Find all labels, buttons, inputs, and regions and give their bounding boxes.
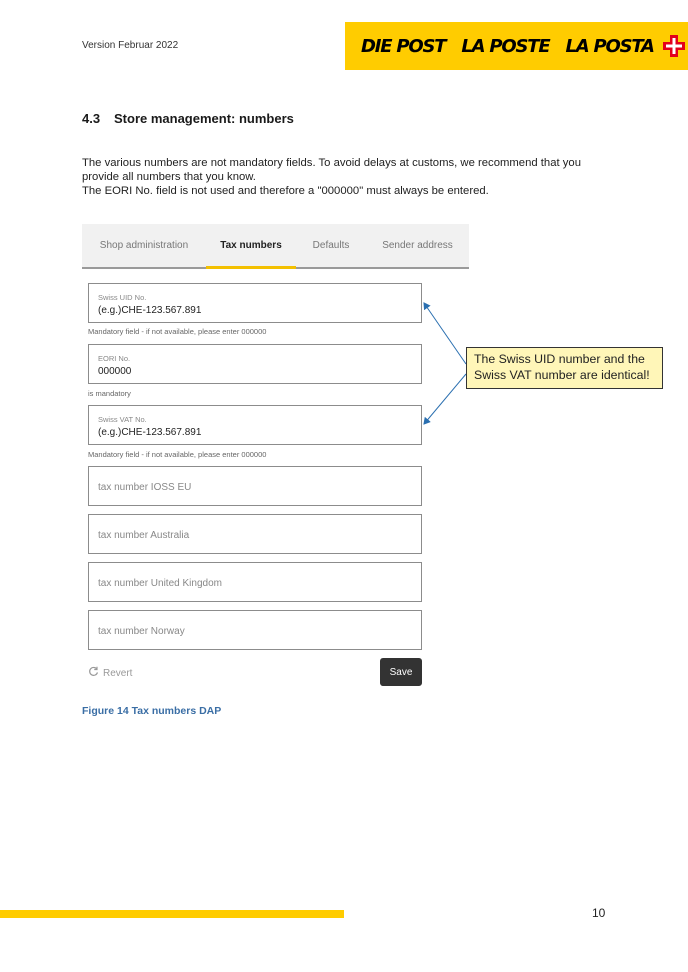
swiss-vat-label: Swiss VAT No. bbox=[98, 415, 147, 424]
figure-caption: Figure 14 Tax numbers DAP bbox=[82, 705, 222, 717]
swiss-uid-hint: Mandatory field - if not available, please enter 000000 bbox=[88, 327, 267, 336]
callout-line: The Swiss UID number and the bbox=[474, 352, 645, 366]
tab-tax-numbers[interactable]: Tax numbers bbox=[206, 224, 296, 267]
revert-label: Revert bbox=[103, 667, 133, 679]
document-version: Version Februar 2022 bbox=[82, 40, 179, 51]
swiss-uid-value: (e.g.)CHE-123.567.891 bbox=[98, 305, 202, 316]
arrow-to-swiss-uid bbox=[424, 303, 466, 364]
uk-placeholder: tax number United Kingdom bbox=[98, 578, 222, 589]
tab-sender-address[interactable]: Sender address bbox=[382, 240, 453, 251]
logo-word-la-poste: LA POSTE bbox=[461, 35, 550, 57]
callout-line: Swiss VAT number are identical! bbox=[474, 368, 650, 382]
swiss-uid-label: Swiss UID No. bbox=[98, 293, 147, 302]
tab-shop-administration[interactable]: Shop administration bbox=[99, 240, 189, 251]
swiss-vat-value: (e.g.)CHE-123.567.891 bbox=[98, 427, 202, 438]
callout-note bbox=[466, 347, 663, 389]
intro-line: The EORI No. field is not used and therefore a "000000" must always be entered. bbox=[82, 185, 489, 197]
arrow-to-swiss-vat bbox=[424, 374, 466, 424]
section-number: 4.3 bbox=[82, 111, 101, 126]
section-title: Store management: numbers bbox=[114, 111, 294, 126]
tab-defaults[interactable]: Defaults bbox=[312, 240, 350, 251]
logo-word-die-post: DIE POST bbox=[361, 35, 446, 57]
logo-word-la-posta: LA POSTA bbox=[565, 35, 654, 57]
eori-hint: is mandatory bbox=[88, 389, 131, 398]
eori-value: 000000 bbox=[98, 366, 132, 377]
ioss-placeholder: tax number IOSS EU bbox=[98, 482, 192, 493]
norway-placeholder: tax number Norway bbox=[98, 626, 185, 637]
australia-placeholder: tax number Australia bbox=[98, 530, 190, 541]
footer-bar bbox=[0, 910, 344, 918]
page-number: 10 bbox=[592, 906, 606, 920]
eori-label: EORI No. bbox=[98, 354, 131, 363]
intro-line: The various numbers are not mandatory fields. To avoid delays at customs, we recommend that you bbox=[82, 157, 581, 169]
swiss-vat-hint: Mandatory field - if not available, please enter 000000 bbox=[88, 450, 267, 459]
save-button[interactable]: Save bbox=[380, 658, 422, 686]
intro-line: provide all numbers that you know. bbox=[82, 171, 256, 183]
